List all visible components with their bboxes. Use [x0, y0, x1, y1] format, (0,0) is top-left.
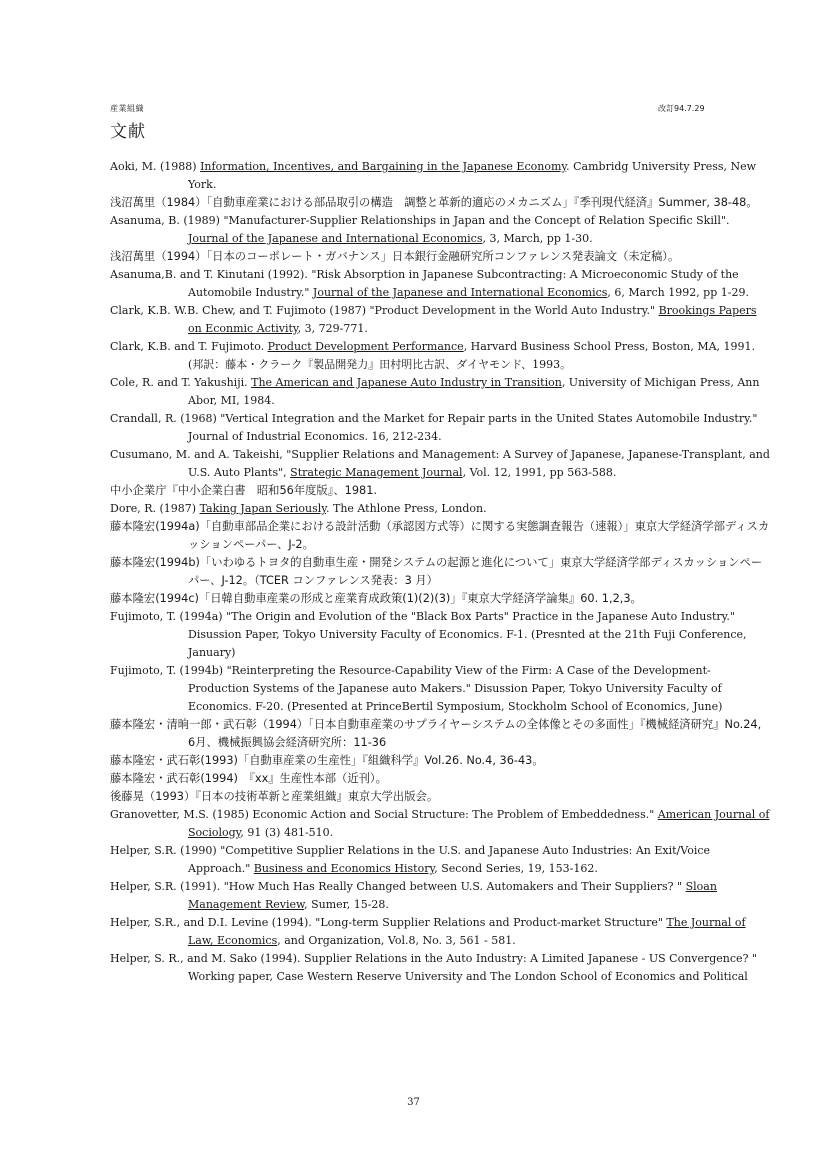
reference-entry: [110, 716, 770, 752]
reference-entry: [110, 194, 770, 212]
reference-text: 藤本隆宏(1994a)「自動車部品企業における設計活動（承認図方式等）に関する実態調査報告（速報）」東京大学経済学部ディスカッションペーパー、J-2。: [110, 520, 770, 551]
reference-text: , 3, 729-771.: [297, 322, 368, 335]
reference-text: , 91 (3) 481-510.: [240, 826, 334, 839]
reference-entry: [110, 806, 770, 842]
reference-entry: [110, 752, 770, 770]
reference-text: , 3, March, pp 1-30.: [482, 232, 593, 245]
reference-text: Asanuma,B. and T. Kinutani (1992). "Risk Absorption in Japanese Subcontracting: A Microeconomic Study of the Automobile Industry.": [110, 268, 739, 299]
reference-entry: [110, 482, 770, 500]
reference-text: Granovetter, M.S. (1985) Economic Action and Social Structure: The Problem of Embeddedness.": [110, 808, 658, 821]
header-section-label: 産業組織: [110, 104, 144, 113]
reference-underlined-title: Brookings Papers on Econmic Activity: [188, 304, 757, 335]
reference-text: 藤本隆宏(1994c)「日韓自動車産業の形成と産業育成政策(1)(2)(3)」『東京大学経済学論集』60. 1,2,3。: [110, 592, 642, 605]
reference-entry: [110, 878, 770, 914]
reference-text: 藤本隆宏・清晌一郎・武石彰（1994）「日本自動車産業のサプライヤーシステムの全体像とその多面性」『機械経済研究』No.24, 6月、機械振興協会経済研究所：11-36: [110, 718, 762, 749]
reference-text: Helper, S. R., and M. Sako (1994). Supplier Relations in the Auto Industry: A Limited Japanese - US Convergence? " Working paper, Case Western Reserve University and The London School of Economics and Political: [110, 952, 758, 983]
reference-underlined-title: Sloan Management Review: [188, 880, 717, 911]
reference-text: , University of Michigan Press, Ann Abor, MI, 1984.: [188, 376, 760, 407]
reference-entry: [110, 374, 770, 410]
reference-entry: [110, 248, 770, 266]
reference-entry: [110, 554, 770, 590]
reference-entry: [110, 410, 770, 446]
reference-text: 後藤晃（1993）『日本の技術革新と産業組織』東京大学出版会。: [110, 790, 439, 803]
reference-entry: [110, 662, 770, 716]
reference-list: [110, 158, 770, 986]
page-title: 文献: [110, 122, 146, 142]
reference-text: Dore, R. (1987): [110, 502, 200, 515]
reference-text: , Vol. 12, 1991, pp 563-588.: [462, 466, 617, 479]
reference-entry: [110, 302, 770, 338]
reference-text: Clark, K.B. and T. Fujimoto.: [110, 340, 268, 353]
reference-underlined-title: The Journal of Law, Economics: [188, 916, 746, 947]
reference-entry: [110, 338, 770, 374]
header-revision-date: 改訂94.7.29: [658, 104, 705, 113]
reference-entry: [110, 500, 770, 518]
reference-underlined-title: The American and Japanese Auto Industry in Transition: [251, 376, 562, 389]
reference-text: 浅沼萬里（1994）「日本のコーポレート・ガバナンス」日本銀行金融研究所コンファレンス発表論文（未定稿）。: [110, 250, 680, 263]
reference-underlined-title: American Journal of Sociology: [188, 808, 770, 839]
reference-text: , 6, March 1992, pp 1-29.: [607, 286, 749, 299]
reference-entry: [110, 608, 770, 662]
reference-underlined-title: Business and Economics History: [253, 862, 435, 875]
reference-text: 藤本隆宏・武石彰(1993)「自動車産業の生産性」『組織科学』Vol.26. No.4, 36-43。: [110, 754, 544, 767]
reference-text: 浅沼萬里（1984）「自動車産業における部品取引の構造 調整と革新的適応のメカニズム」『季刊現代経済』Summer, 38-48。: [110, 196, 758, 209]
reference-entry: [110, 266, 770, 302]
reference-text: Helper, S.R. (1990) "Competitive Supplier Relations in the U.S. and Japanese Auto Industries: An Exit/Voice Approach.": [110, 844, 711, 875]
reference-underlined-title: Taking Japan Seriously: [199, 502, 327, 515]
reference-text: . The Athlone Press, London.: [326, 502, 487, 515]
reference-text: Asanuma, B. (1989) "Manufacturer-Supplier Relationships in Japan and the Concept of Relation Specific Skill".: [110, 214, 730, 227]
reference-entry: [110, 212, 770, 248]
reference-entry: [110, 914, 770, 950]
reference-text: Helper, S.R., and D.I. Levine (1994). "Long-term Supplier Relations and Product-market Structure": [110, 916, 667, 929]
reference-text: Clark, K.B. W.B. Chew, and T. Fujimoto (1987) "Product Development in the World Auto Industry.": [110, 304, 659, 317]
reference-text: , Sumer, 15-28.: [304, 898, 389, 911]
reference-entry: [110, 518, 770, 554]
reference-underlined-title: Strategic Management Journal: [290, 466, 463, 479]
reference-text: , and Organization, Vol.8, No. 3, 561 - 581.: [277, 934, 516, 947]
reference-underlined-title: Product Development Performance: [267, 340, 464, 353]
reference-text: Cole, R. and T. Yakushiji.: [110, 376, 252, 389]
reference-entry: [110, 842, 770, 878]
page-number: 37: [407, 1097, 420, 1108]
reference-text: Crandall, R. (1968) "Vertical Integration and the Market for Repair parts in the United States Automobile Industry." Journal of Industrial Economics. 16, 212-234.: [110, 412, 758, 443]
reference-text: Aoki, M. (1988): [110, 160, 201, 173]
reference-underlined-title: Information, Incentives, and Bargaining in the Japanese Economy: [200, 160, 567, 173]
reference-underlined-title: Journal of the Japanese and International Economics: [312, 286, 608, 299]
reference-underlined-title: Journal of the Japanese and International Economics: [188, 232, 483, 245]
reference-text: , Second Series, 19, 153-162.: [434, 862, 598, 875]
reference-text: 藤本隆宏・武石彰(1994) 『xx』生産性本部（近刊）。: [110, 772, 387, 785]
reference-text: Fujimoto, T. (1994b) "Reinterpreting the Resource-Capability View of the Firm: A Case of the Development-Production Systems of the Japanese auto Makers." Disussion Paper, Tokyo University Faculty of Economics. F-20. (Presented at PrinceBertil Symposium, Stockholm School of Economics, June): [110, 664, 723, 713]
reference-text: 中小企業庁『中小企業白書 昭和56年度版』、1981.: [110, 484, 378, 497]
reference-entry: [110, 788, 770, 806]
reference-text: Cusumano, M. and A. Takeishi, "Supplier Relations and Management: A Survey of Japanese, Japanese-Transplant, and U.S. Auto Plants",: [110, 448, 770, 479]
reference-entry: [110, 158, 770, 194]
reference-text: Helper, S.R. (1991). "How Much Has Really Changed between U.S. Automakers and Their Suppliers? ": [110, 880, 686, 893]
reference-text: 藤本隆宏(1994b)「いわゆるトヨタ的自動車生産・開発システムの起源と進化について」東京大学経済学部ディスカッションペーパー、J-12。（TCER コンファレンス発表：3 月）: [110, 556, 763, 587]
reference-entry: [110, 950, 770, 986]
reference-text: . Cambridg University Press, New York.: [188, 160, 757, 191]
reference-text: Fujimoto, T. (1994a) "The Origin and Evolution of the "Black Box Parts" Practice in the Japanese Auto Industry." Disussion Paper, Tokyo University Faculty of Economics. F-1. (Presnted at the 21th Fuji Conference, January): [110, 610, 747, 659]
reference-text: , Harvard Business School Press, Boston, MA, 1991. (邦訳：藤本・クラーク『製品開発力』田村明比古訳、ダイヤモンド、1993。: [188, 340, 756, 371]
reference-entry: [110, 590, 770, 608]
reference-entry: [110, 770, 770, 788]
reference-entry: [110, 446, 770, 482]
